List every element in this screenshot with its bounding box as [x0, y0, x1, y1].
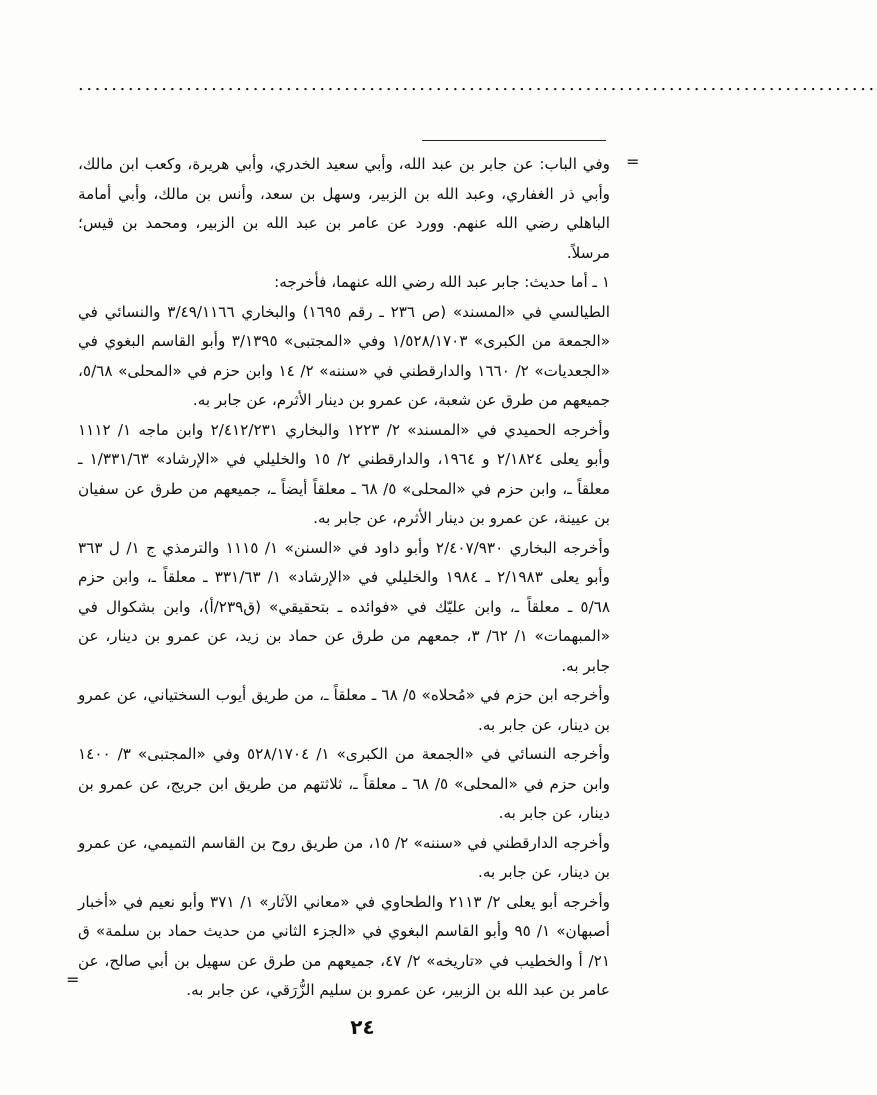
- page-number: ٢٤: [350, 1015, 375, 1039]
- footnote-paragraph: وفي الباب: عن جابر بن عبد الله، وأبي سعيد الخدري، وأبي هريرة، وكعب ابن مالك، وأبي ذر الغفاري، وعبد الله بن الزبير، وسهل بن سعد، وأنس بن مالك، وأبي أمامة الباهلي رضي الله عنهم. وورد عن عامر بن عبد الله بن الزبير، ومحمد بن قيس؛ مرسلاً.: [78, 155, 610, 262]
- footnote-paragraph: ١ ـ أما حديث: جابر عبد الله رضي الله عنهما، فأخرجه:: [274, 273, 610, 291]
- footnote-paragraph: الطيالسي في «المسند» (ص ٢٣٦ ـ رقم ١٦٩٥) والبخاري ٣/٤٩/١١٦٦ والنسائي في «الجمعة من الكبرى» ١/٥٢٨/١٧٠٣ وفي «المجتبى» ٣/١٣٩٥ وأبو القاسم البغوي في «الجعديات» ٢/ ١٦٦٠ والدارقطني في «سننه» ٢/ ١٤ وابن حزم في «المحلى» ٥/٦٨، جميعهم من طرق عن شعبة، عن عمرو بن دينار الأثرم، عن جابر به.: [78, 302, 611, 409]
- footnote-paragraph: وأخرجه البخاري ٢/٤٠٧/٩٣٠ وأبو داود في «السنن» ١/ ١١١٥ والترمذي ج ١/ ل ٣٦٣ وأبو يعلى ٢/١٩٨٣ ـ ١٩٨٤ والخليلي في «الإرشاد» ١/ ٣٣١/٦٣ ـ معلقاً ـ، وابن حزم ٥/٦٨ ـ معلقاً ـ، وابن عليّك في «فوائده ـ بتحقيقي» (ق٢٣٩/أ)، وابن بشكوال في «المبهمات» ١/ ٦٢/ ٣، جمعهم من طرق عن حماد بن زيد، عن عمرو بن دينار، عن جابر به.: [78, 538, 611, 675]
- footnote-paragraph: وأخرجه أبو يعلى ٢/ ٢١١٣ والطحاوي في «معاني الآثار» ١/ ٣٧١ وأبو نعيم في «أخبار أصبهان» ١/ ٩٥ وأبو القاسم البغوي في «الجزء الثاني من حديث حماد بن سلمة» ق ٢١/ أ والخطيب في «تاريخه» ٢/ ٤٧، جميعهم من طرق عن سهيل بن أبي صالح، عن عامر بن عبد الله بن الزبير، عن عمرو بن سليم الزُّرَقي، عن جابر به.: [78, 892, 611, 999]
- continuation-mark-top: =: [626, 152, 640, 171]
- footnote-paragraph: وأخرجه الحميدي في «المسند» ٢/ ١٢٢٣ والبخاري ٢/٤١٢/٢٣١ وابن ماجه ١/ ١١١٢ وأبو يعلى ٢/١٨٢٤ و ١٩٦٤، والدارقطني ٢/ ١٥ والخليلي في «الإرشاد» ١/٣٣١/٦٣ ـ معلقاً ـ، وابن حزم في «المحلى» ٥/ ٦٨ ـ معلقاً أيضاً ـ، جميعهم من طرق عن سفيان بن عيينة، عن عمرو بن دينار الأثرم، عن جابر به.: [78, 420, 610, 527]
- header-dotted-line: ................................................................................................: [78, 74, 877, 95]
- continuation-mark-bottom: =: [66, 970, 80, 989]
- footnote-paragraph: وأخرجه ابن حزم في «مُحلاه» ٥/ ٦٨ ـ معلقاً ـ، من طريق أيوب السختياني، عن عمرو بن دينار، عن جابر به.: [78, 686, 610, 734]
- footnote-separator-rule: [422, 140, 606, 141]
- footnote-text-block: [78, 150, 610, 1006]
- footnote-paragraph: وأخرجه النسائي في «الجمعة من الكبرى» ١/ ٥٢٨/١٧٠٤ وفي «المجتبى» ٣/ ١٤٠٠ وابن حزم في «المحلى» ٥/ ٦٨ ـ معلقاً ـ، ثلاثتهم من طريق ابن جريج، عن عمرو بن دينار، عن جابر به.: [78, 745, 610, 822]
- footnote-paragraph: وأخرجه الدارقطني في «سننه» ٢/ ١٥، من طريق روح بن القاسم التميمي، عن عمرو بن دينار، عن جابر به.: [78, 833, 610, 881]
